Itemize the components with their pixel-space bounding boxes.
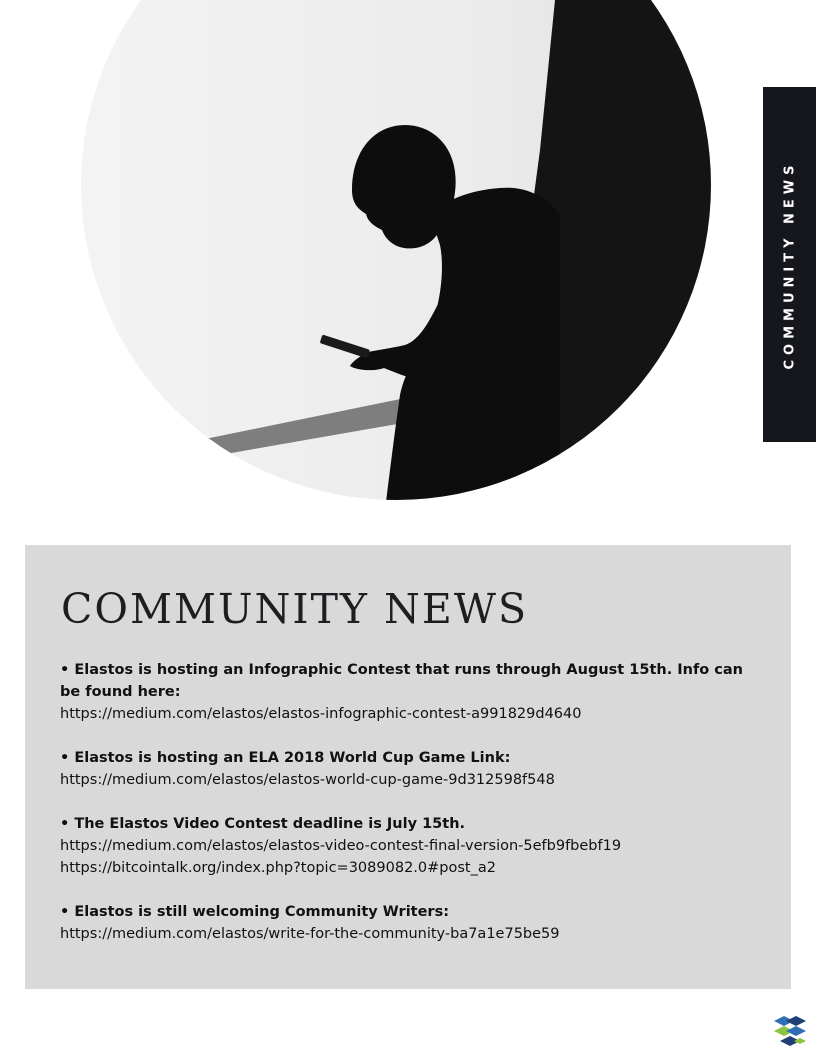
news-item — [60, 901, 760, 945]
news-list — [60, 659, 760, 967]
news-item-link[interactable]: https://medium.com/elastos/elastos-world-cup-game-9d312598f548 — [60, 772, 555, 788]
news-item — [60, 659, 760, 725]
side-tab-label: COMMUNITY NEWS — [782, 159, 797, 370]
news-item-heading: • Elastos is hosting an Infographic Contest that runs through August 15th. Info can be found here: — [60, 662, 743, 700]
news-item-heading: • Elastos is hosting an ELA 2018 World Cup Game Link: — [60, 750, 511, 766]
hero-photo — [0, 0, 816, 510]
side-section-tab — [763, 87, 816, 442]
news-item — [60, 813, 760, 879]
news-panel — [25, 545, 791, 989]
news-item-link[interactable]: https://bitcointalk.org/index.php?topic=3089082.0#post_a2 — [60, 860, 496, 876]
news-item-link[interactable]: https://medium.com/elastos/write-for-the-community-ba7a1e75be59 — [60, 926, 560, 942]
page-title: COMMUNITY NEWS — [61, 585, 529, 633]
news-item-link[interactable]: https://medium.com/elastos/elastos-infographic-contest-a991829d4640 — [60, 706, 582, 722]
news-item-link[interactable]: https://medium.com/elastos/elastos-video-contest-final-version-5efb9fbebf19 — [60, 838, 622, 854]
news-item-heading: • Elastos is still welcoming Community Writers: — [60, 904, 450, 920]
news-item — [60, 747, 760, 791]
news-item-heading: • The Elastos Video Contest deadline is July 15th. — [60, 816, 466, 832]
elastos-logo — [770, 1013, 810, 1049]
